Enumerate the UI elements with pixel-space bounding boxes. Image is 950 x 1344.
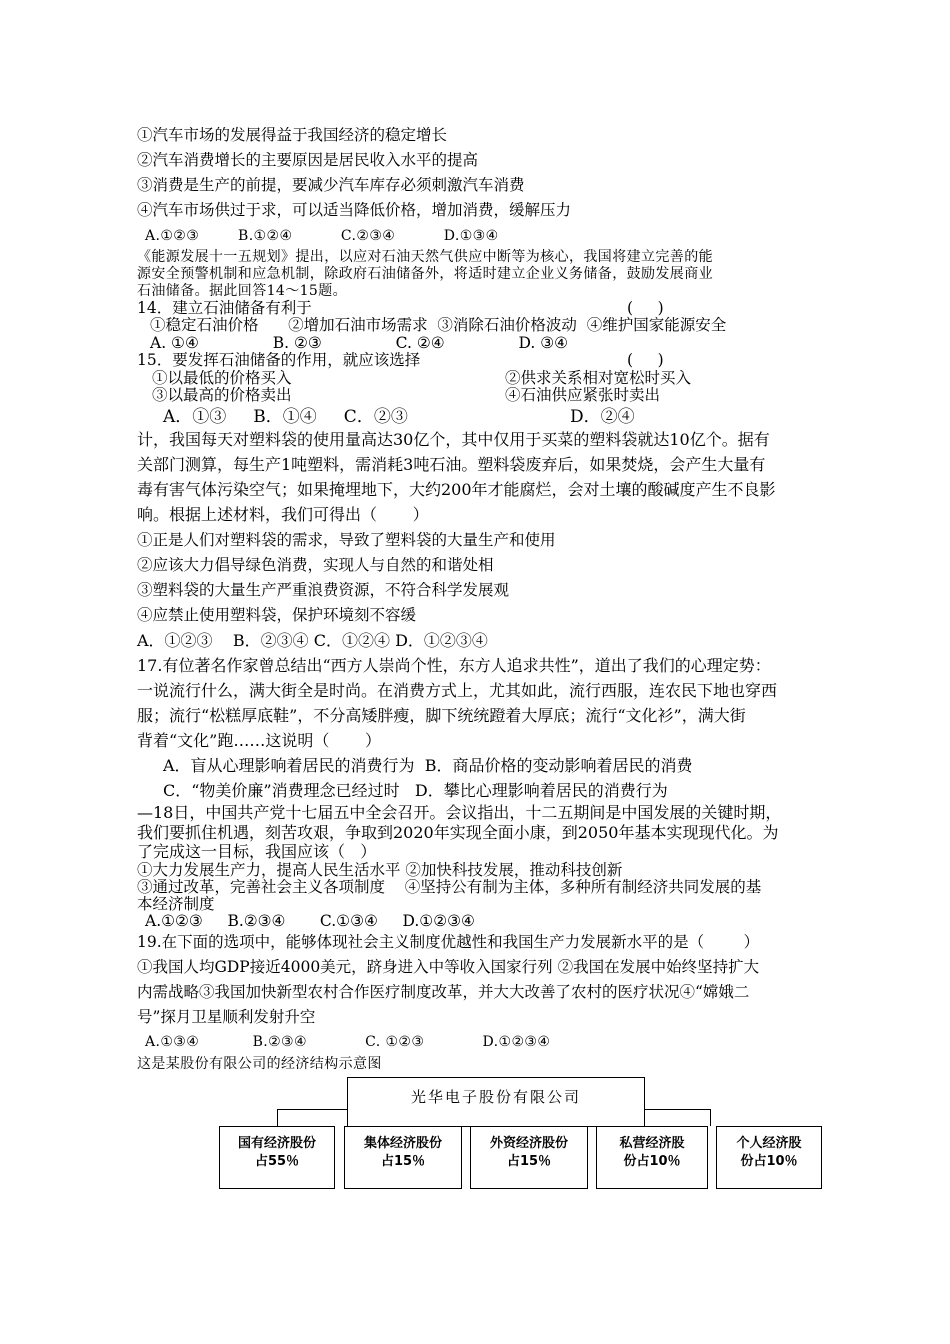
q15-option-3: ③以最高的价格卖出 <box>152 386 292 404</box>
company-name: 光华电子股份有限公司 <box>410 1088 581 1106</box>
q14-choices: A. ①④ B. ②③ C. ②④ D. ③④ <box>150 334 569 352</box>
q16-option-4: ④应禁止使用塑料袋，保护环境刻不容缓 <box>137 606 417 624</box>
ownership-label-foreign: 外资经济股份占15％ <box>489 1136 568 1169</box>
q16-material-line-4: 响。根据上述材料，我们可得出（ ） <box>137 505 429 524</box>
q18-stem-line-3: 了完成这一目标，我国应该（ ） <box>137 842 377 861</box>
q16-material-line-2: 关部门测算，每生产1吨塑料，需消耗3吨石油。塑料袋废弃后，如果焚烧，会产生大量有 <box>137 455 766 474</box>
q15-choices: A．①③ B．①④ C．②③ <box>163 407 408 427</box>
q18-option-line-2: ③通过改革，完善社会主义各项制度 ④坚持公有制为主体，多种所有制经济共同发展的基 <box>137 878 762 896</box>
ownership-label-collective: 集体经济股份占15％ <box>363 1136 442 1169</box>
diagram-caption: 这是某股份有限公司的经济结构示意图 <box>137 1056 382 1072</box>
q18-stem-line-1: —18日，中国共产党十七届五中全会召开。会议指出，十二五期间是中国发展的关键时期， <box>137 803 782 822</box>
q13-option-4: ④汽车市场供过于求，可以适当降低价格，增加消费，缓解压力 <box>137 201 572 219</box>
q17-stem-line-4: 背着“文化”跑……这说明（ ） <box>137 731 381 750</box>
energy-material-line-3: 石油储备。据此回答14～15题。 <box>137 283 348 299</box>
ownership-label-state: 国有经济股份占55％ <box>237 1136 316 1169</box>
q14-stem: 14．建立石油储备有利于 <box>137 299 312 317</box>
q17-stem-line-3: 服；流行“松糕厚底鞋”，不分高矮胖瘦，脚下统统蹬着大厚底；流行“文化衫”，满大街 <box>137 706 746 725</box>
ownership-box-state <box>219 1126 335 1189</box>
ownership-box-individual <box>716 1126 822 1189</box>
q15-stem: 15．要发挥石油储备的作用，就应该选择 <box>137 351 421 369</box>
q18-choices: A.①②③ B.②③④ C.①③④ D.①②③④ <box>145 912 475 930</box>
connector-right-drop <box>710 1109 711 1126</box>
q17-stem-line-1: 17.有位著名作家曾总结出“西方人崇尚个性，东方人追求共性”，道出了我们的心理定势： <box>137 656 771 675</box>
q13-option-1: ①汽车市场的发展得益于我国经济的稳定增长 <box>137 126 448 144</box>
ownership-box-foreign <box>470 1126 588 1189</box>
q15-option-4: ④石油供应紧张时卖出 <box>505 386 661 404</box>
connector-left <box>277 1109 347 1110</box>
q19-option-line-2: 内需战略③我国加快新型农村合作医疗制度改革，并大大改善了农村的医疗状况④“嫦娥二 <box>137 983 750 1001</box>
q13-option-2: ②汽车消费增长的主要原因是居民收入水平的提高 <box>137 151 479 169</box>
q13-choices: A.①②③ B.①②④ C.②③④ D.①③④ <box>145 228 499 244</box>
q18-option-line-3: 本经济制度 <box>137 895 215 913</box>
q13-option-3: ③消费是生产的前提，要减少汽车库存必须刺激汽车消费 <box>137 176 525 194</box>
ownership-box-collective <box>344 1126 462 1189</box>
q16-option-3: ③塑料袋的大量生产严重浪费资源，不符合科学发展观 <box>137 581 510 599</box>
q17-choices-cd: C．“物美价廉”消费理念已经过时 D．攀比心理影响着居民的消费行为 <box>163 781 668 800</box>
ownership-box-private <box>596 1126 708 1189</box>
ownership-label-individual: 个人经济股份占10％ <box>736 1136 802 1169</box>
q16-choices: A．①②③ B．②③④ C．①②④ D．①②③④ <box>137 631 488 650</box>
q19-stem: 19.在下面的选项中，能够体现社会主义制度优越性和我国生产力发展新水平的是（ ） <box>137 933 760 951</box>
q17-choices-ab: A．盲从心理影响着居民的消费行为 B．商品价格的变动影响着居民的消费 <box>163 756 693 775</box>
q16-material-line-3: 毒有害气体污染空气；如果掩埋地下，大约200年才能腐烂，会对土壤的酸碱度产生不良影 <box>137 480 776 499</box>
company-box <box>347 1077 645 1127</box>
q19-option-line-1: ①我国人均GDP接近4000美元，跻身进入中等收入国家行列 ②我国在发展中始终坚持扩大 <box>137 958 760 976</box>
energy-material-line-1: 《能源发展十一五规划》提出，以应对石油天然气供应中断等为核心，我国将建立完善的能 <box>137 249 713 265</box>
ownership-label-private: 私营经济股份占10％ <box>619 1136 685 1169</box>
q15-option-1: ①以最低的价格买入 <box>152 369 292 387</box>
q14-options: ①稳定石油价格 ②增加石油市场需求 ③消除石油价格波动 ④维护国家能源安全 <box>150 316 727 334</box>
q18-stem-line-2: 我们要抓住机遇，刻苦攻艰，争取到2020年实现全面小康，到2050年基本实现现代化。为 <box>137 823 779 842</box>
q14-answer-paren: ( ) <box>627 299 664 317</box>
q15-option-2: ②供求关系相对宽松时买入 <box>505 369 692 387</box>
q17-stem-line-2: 一说流行什么，满大街全是时尚。在消费方式上，尤其如此，流行西服，连农民下地也穿西 <box>137 681 778 700</box>
energy-material-line-2: 源安全预警机制和应急机制，除政府石油储备外，将适时建立企业义务储备，鼓励发展商业 <box>137 266 713 282</box>
q15-answer-paren: ( ) <box>627 351 664 369</box>
q18-option-line-1: ①大力发展生产力，提高人民生活水平 ②加快科技发展，推动科技创新 <box>137 861 623 879</box>
q15-choice-d: D．②④ <box>570 407 635 427</box>
connector-right <box>645 1109 710 1110</box>
q19-choices: A.①③④ B.②③④ C. ①②③ D.①②③④ <box>145 1034 551 1050</box>
connector-left-drop <box>277 1109 278 1126</box>
q19-option-line-3: 号”探月卫星顺利发射升空 <box>137 1008 316 1026</box>
q16-option-2: ②应该大力倡导绿色消费，实现人与自然的和谐处相 <box>137 556 494 574</box>
q16-option-1: ①正是人们对塑料袋的需求，导致了塑料袋的大量生产和使用 <box>137 531 556 549</box>
q16-material-line-1: 计，我国每天对塑料袋的使用量高达30亿个，其中仅用于买菜的塑料袋就达10亿个。据有 <box>137 430 770 449</box>
